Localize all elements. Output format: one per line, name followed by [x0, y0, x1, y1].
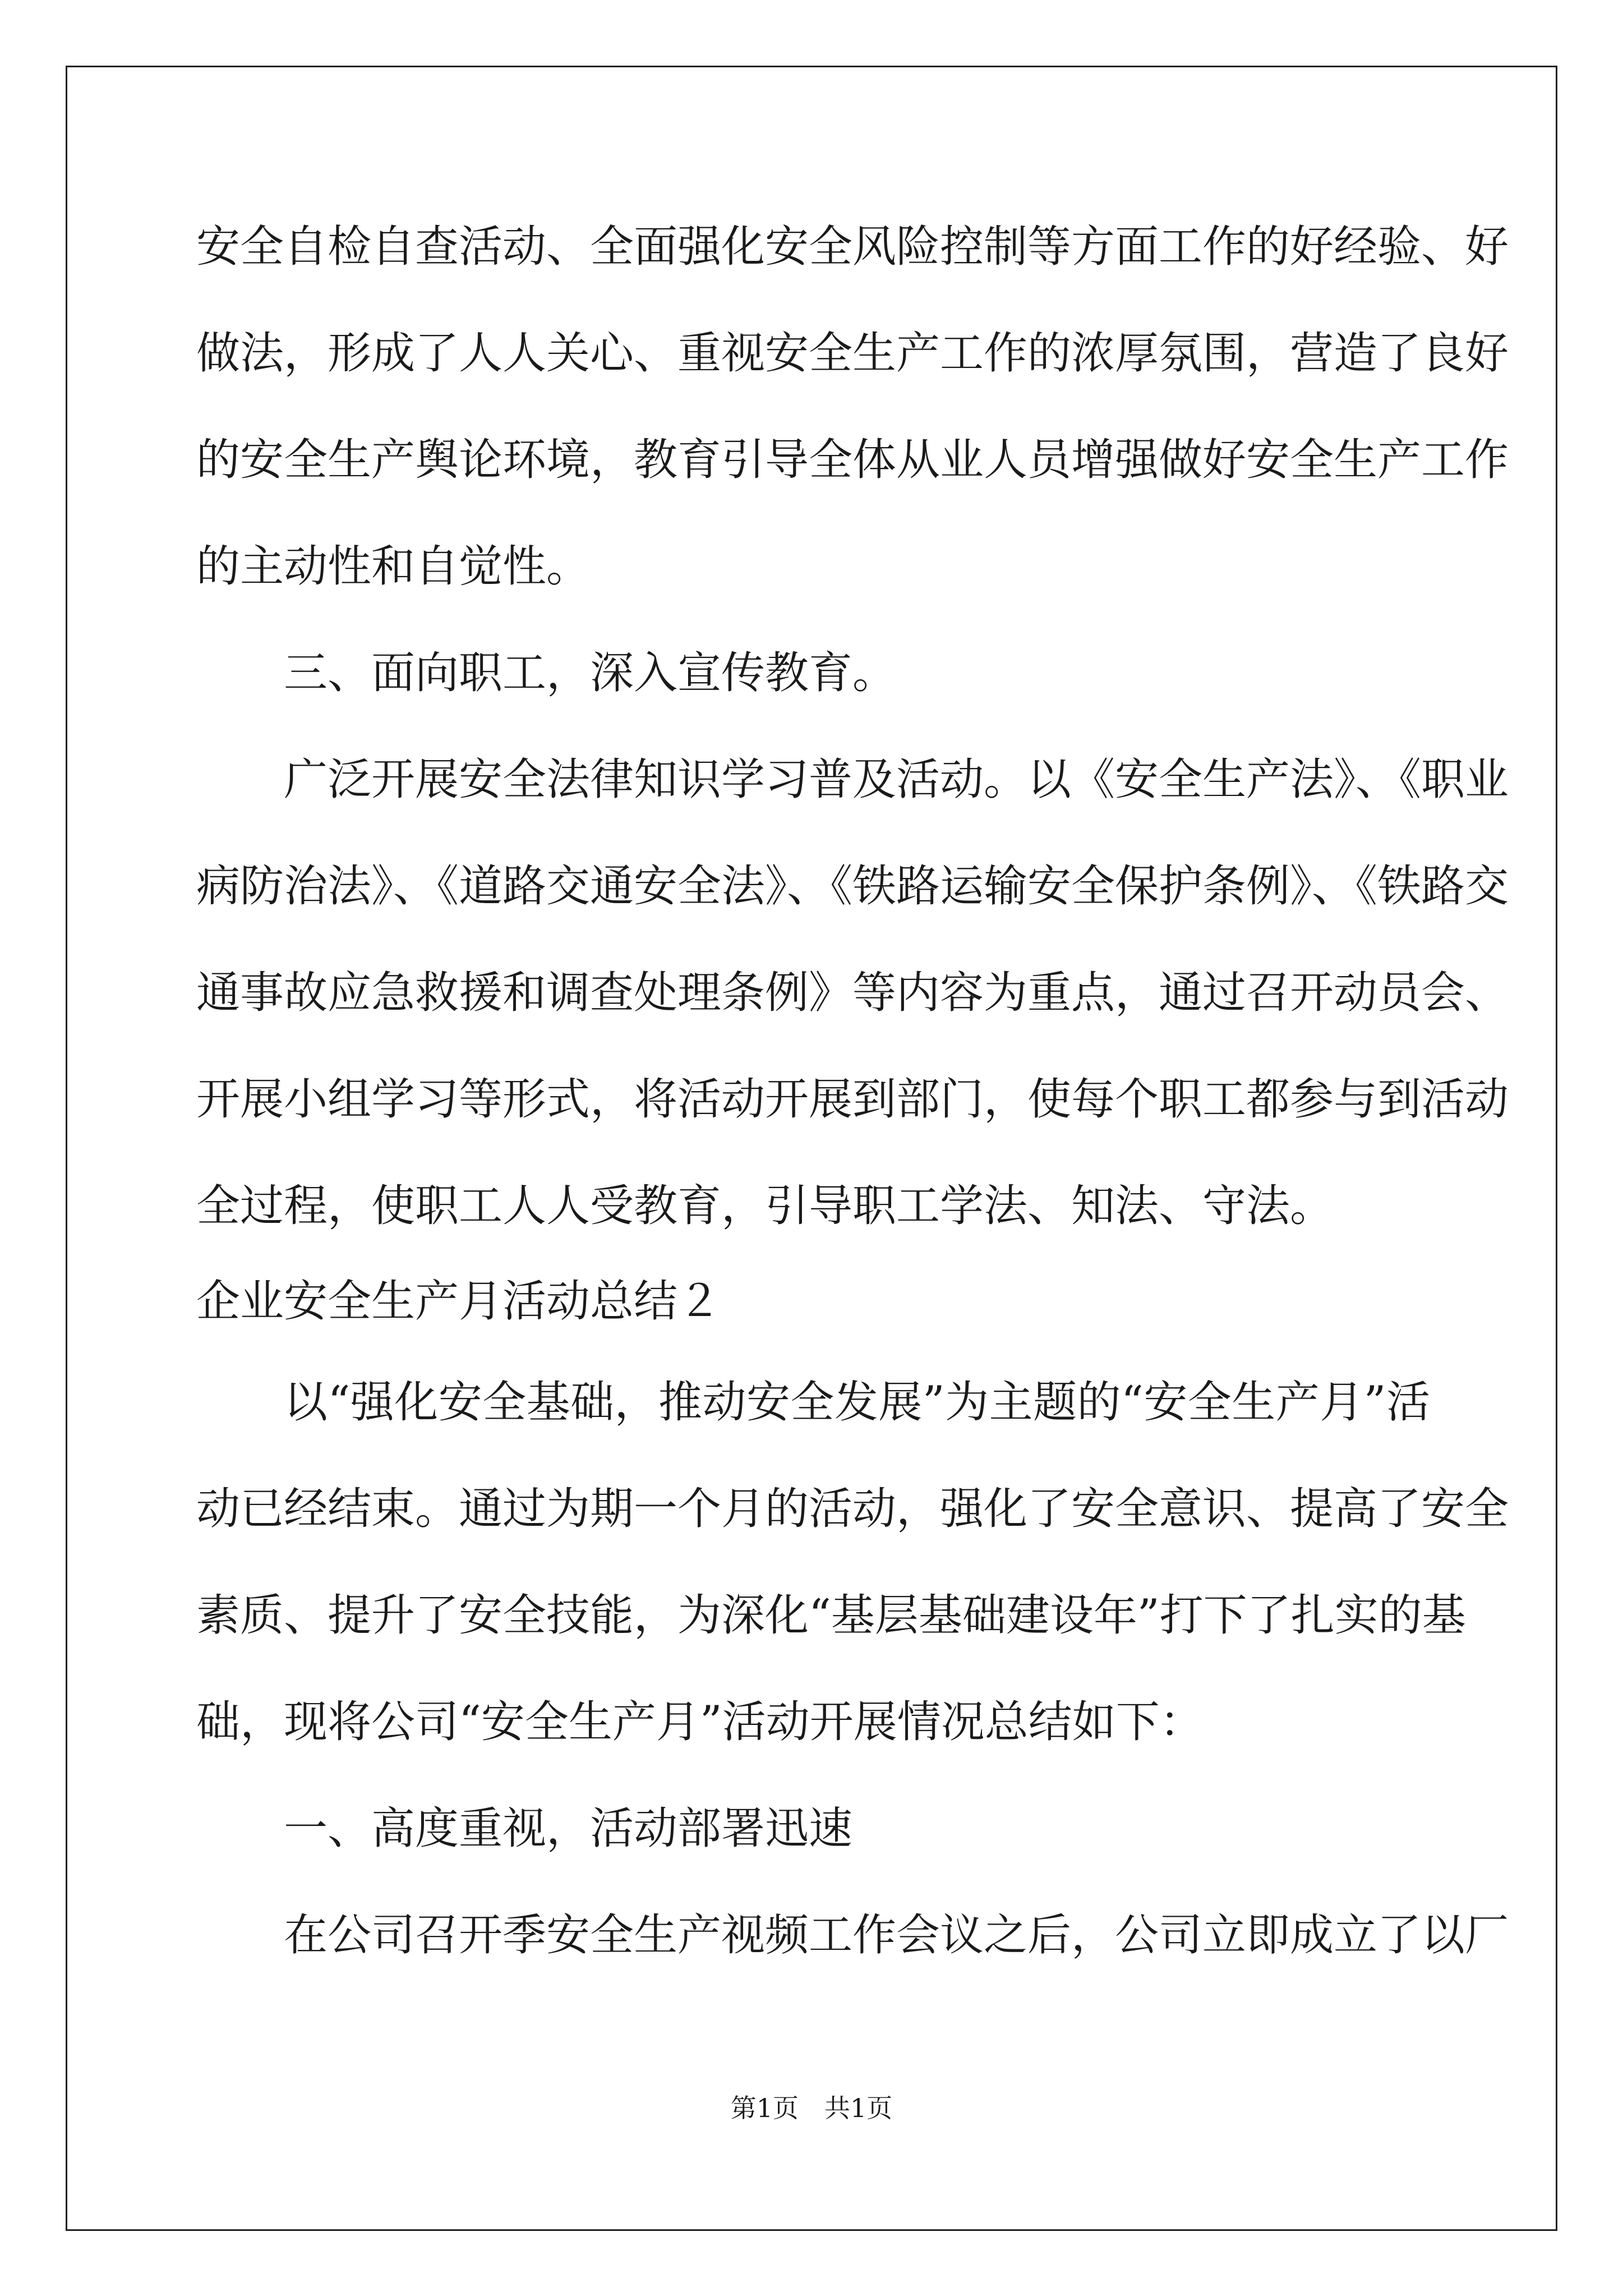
section-heading: 一、高度重视，活动部署迅速 [284, 1803, 853, 1854]
page-number-footer: 第1页 共1页 [730, 2093, 893, 2123]
paragraph-line: 的主动性和自觉性。 [196, 541, 591, 592]
paragraph-line: 在公司召开季安全生产视频工作会议之后，公司立即成立了以厂 [284, 1910, 1509, 1961]
paragraph-line: 础，现将公司“安全生产月”活动开展情况总结如下： [196, 1697, 1204, 1747]
document-title: 企业安全生产月活动总结２ [196, 1276, 722, 1327]
paragraph-line: 开展小组学习等形式，将活动开展到部门，使每个职工都参与到活动 [196, 1074, 1509, 1125]
paragraph-line: 通事故应急救援和调查处理条例》等内容为重点，通过召开动员会、 [196, 968, 1509, 1018]
paragraph-line: 素质、提升了安全技能，为深化“基层基础建设年”打下了扎实的基 [196, 1590, 1466, 1641]
paragraph-line: 以“强化安全基础，推动安全发展”为主题的“安全生产月”活 [284, 1377, 1430, 1428]
paragraph-line: 动已经结束。通过为期一个月的活动，强化了安全意识、提高了安全 [196, 1484, 1509, 1534]
section-heading: 三、面向职工，深入宣传教育。 [284, 648, 897, 698]
paragraph-line: 全过程，使职工人人受教育，引导职工学法、知法、守法。 [196, 1181, 1334, 1231]
paragraph-line: 安全自检自查活动、全面强化安全风险控制等方面工作的好经验、好 [196, 222, 1509, 272]
paragraph-line: 的安全生产舆论环境，教育引导全体从业人员增强做好安全生产工作 [196, 435, 1509, 485]
paragraph-line: 广泛开展安全法律知识学习普及活动。以《安全生产法》、《职业 [284, 754, 1509, 805]
paragraph-line: 病防治法》、《道路交通安全法》、《铁路运输安全保护条例》、《铁路交 [196, 861, 1509, 912]
page-border [66, 66, 1557, 2231]
paragraph-line: 做法，形成了人人关心、重视安全生产工作的浓厚氛围，营造了良好 [196, 328, 1509, 379]
